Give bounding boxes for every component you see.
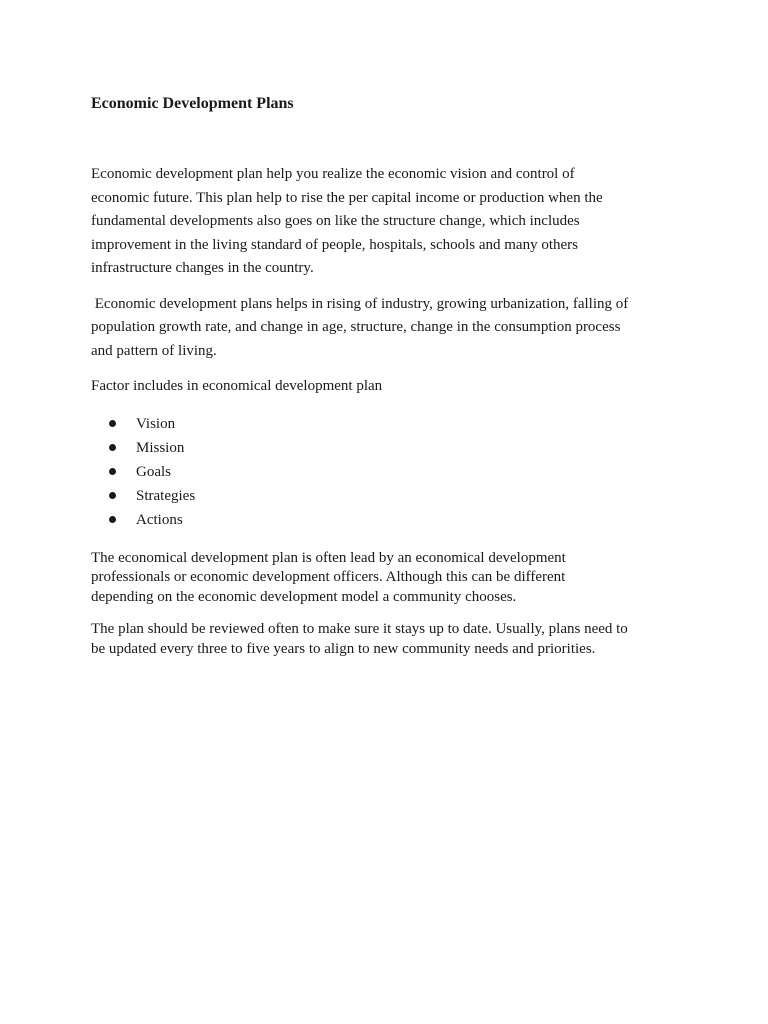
list-item-label: Mission [136,439,185,456]
bullet-icon [109,492,116,499]
list-item-label: Vision [136,415,176,432]
list-item [109,412,691,436]
bullet-icon [109,420,116,427]
list-item-label: Strategies [136,487,196,504]
factor-list [91,412,691,532]
list-item-label: Actions [136,511,183,528]
paragraph-factors-heading: Factor includes in economical development plan [91,378,383,394]
document-body [91,94,691,659]
paragraph-benefits: Economic development plans helps in rising of industry, growing urbanization, falling of population growth rate, and change in age, structure, change in the consumption process and pattern of living. [91,295,629,359]
list-item [109,508,691,532]
document-title: Economic Development Plans [91,95,294,112]
list-item [109,436,691,460]
list-item-label: Goals [136,463,171,480]
paragraph-leadership: The economical development plan is often lead by an economical development professionals or economic development officers. Although this can be different depending on the economic development model a community chooses. [91,549,566,605]
list-item [109,460,691,484]
bullet-icon [109,444,116,451]
bullet-icon [109,516,116,523]
bullet-icon [109,468,116,475]
list-item [109,484,691,508]
paragraph-review: The plan should be reviewed often to make sure it stays up to date. Usually, plans need to be updated every three to five years to align to new community needs and priorities. [91,621,628,657]
paragraph-intro: Economic development plan help you realize the economic vision and control of economic future. This plan help to rise the per capital income or production when the fundamental developments also goes on like the structure change, which includes improvement in the living standard of people, hospitals, schools and many others infrastructure changes in the country. [91,166,603,276]
